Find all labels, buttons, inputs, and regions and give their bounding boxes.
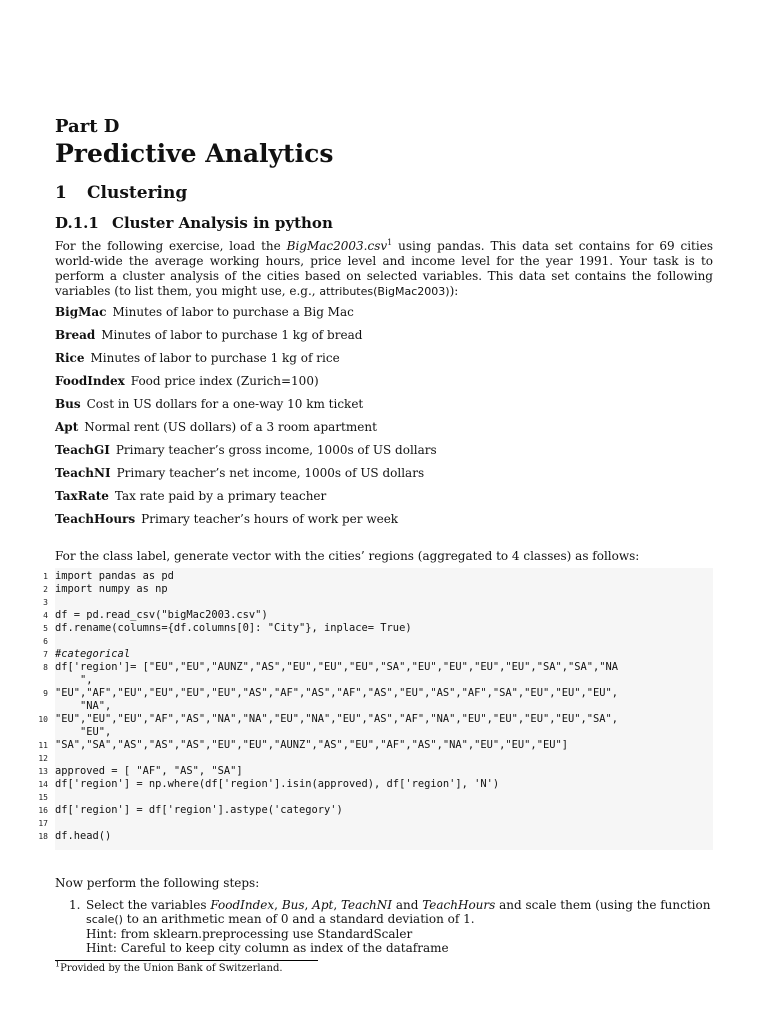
code-line: df['region'] = np.where(df['region'].isin(approved), df['region'], 'N'): [55, 778, 500, 790]
intro-paragraph: For the following exercise, load the BigMac2003.csv$^1$ using pandas. This data set contains for 69 cities world-wide the average working hours, price level and income level for the year 1991. Your task is to perform a cluster analysis of the cities based on selected variables. This data set contains the following variables (to list them, you might use, e.g., attributes(BigMac2003)):: [55, 238, 713, 298]
code-line: df['region']= ["EU","EU","AUNZ","AS","EU","EU","EU","SA","EU","EU","EU","EU","SA","SA","NA: [55, 661, 619, 673]
dataset-filename: BigMac2003.csv: [286, 239, 388, 253]
line-number: 4: [43, 611, 48, 620]
variable-item: Apt Normal rent (US dollars) of a 3 room apartment: [55, 420, 377, 434]
line-number: 5: [43, 624, 48, 633]
variable-item: TeachNI Primary teacher’s net income, 1000s of US dollars: [55, 466, 425, 480]
section-number: 1: [55, 183, 67, 203]
attributes-command: attributes(BigMac2003): [319, 285, 450, 298]
line-number: 10: [38, 715, 48, 724]
line-number: 15: [38, 793, 48, 802]
code-line: df.rename(columns={df.columns[0]: "City"}, inplace= True): [55, 622, 412, 634]
code-line: "NA",: [55, 700, 112, 712]
variable-item: Bread Minutes of labor to purchase 1 kg of bread: [55, 328, 363, 342]
line-number: 1: [43, 572, 48, 581]
footnote-divider: [55, 960, 318, 961]
variable-item: TeachGI Primary teacher’s gross income, 1000s of US dollars: [55, 443, 437, 457]
line-number: 8: [43, 663, 48, 672]
variable-item: Bus Cost in US dollars for a one-way 10 km ticket: [55, 397, 364, 411]
variable-item: TaxRate Tax rate paid by a primary teacher: [55, 489, 327, 503]
line-number: 13: [38, 767, 48, 776]
variable-item: Rice Minutes of labor to purchase 1 kg of rice: [55, 351, 340, 365]
line-number: 7: [43, 650, 48, 659]
code-line: ",: [55, 674, 93, 686]
step-number: 1.: [69, 898, 81, 912]
code-line: df['region'] = df['region'].astype('category'): [55, 804, 343, 816]
footnote-marker: 1: [387, 238, 393, 247]
page-title: Predictive Analytics: [55, 139, 334, 168]
subsection-heading: [55, 214, 333, 232]
variable-item: BigMac Minutes of labor to purchase a Big Mac: [55, 305, 354, 319]
hint-index: Hint: Careful to keep city column as index of the dataframe: [86, 941, 449, 955]
section-title: Clustering: [87, 183, 188, 203]
line-number: 18: [38, 832, 48, 841]
code-line: df = pd.read_csv("bigMac2003.csv"): [55, 609, 268, 621]
part-label: Part D: [55, 116, 120, 137]
line-number: 16: [38, 806, 48, 815]
class-label-paragraph: For the class label, generate vector with the cities’ regions (aggregated to 4 classes) as follows:: [55, 549, 640, 563]
code-line: df.head(): [55, 830, 112, 842]
line-number: 6: [43, 637, 48, 646]
code-line: "EU","EU","EU","AF","AS","NA","NA","EU","NA","EU","AS","AF","NA","EU","EU","EU","EU","SA",: [55, 713, 619, 725]
line-number: 3: [43, 598, 48, 607]
code-comment: #categorical: [55, 648, 131, 660]
line-number: 12: [38, 754, 48, 763]
line-number: 14: [38, 780, 48, 789]
subsection-number: D.1.1: [55, 214, 99, 232]
subsection-title: Cluster Analysis in python: [112, 214, 333, 232]
line-number: 2: [43, 585, 48, 594]
scale-function: scale(): [86, 913, 123, 926]
variable-item: FoodIndex Food price index (Zurich=100): [55, 374, 319, 388]
line-number: 11: [38, 741, 48, 750]
code-line: "EU","AF","EU","EU","EU","EU","AS","AF","AS","AF","AS","EU","AS","AF","SA","EU","EU","EU",: [55, 687, 619, 699]
code-line: approved = [ "AF", "AS", "SA"]: [55, 765, 243, 777]
footnote: [55, 959, 283, 974]
footnote-number: 1: [55, 959, 61, 969]
code-line: "SA","SA","AS","AS","AS","EU","EU","AUNZ","AS","EU","AF","AS","NA","EU","EU","EU"]: [55, 739, 568, 751]
code-line: import numpy as np: [55, 583, 168, 595]
line-number: 9: [43, 689, 48, 698]
section-heading: [55, 183, 187, 203]
hint-standard-scaler: Hint: from sklearn.preprocessing use StandardScaler: [86, 927, 413, 941]
step-text: Select the variables FoodIndex, Bus, Apt, TeachNI and TeachHours and scale them (using the function scale() to an arithmetic mean of 0 and a standard deviation of 1. Hint: from sklearn.preprocessing use StandardScaler Hint: Careful to keep city column as index of the dataframe: [86, 898, 711, 955]
line-number: 17: [38, 819, 48, 828]
code-block: [38, 568, 713, 850]
footnote-text: Provided by the Union Bank of Switzerland.: [60, 963, 283, 974]
code-line: import pandas as pd: [55, 570, 174, 582]
variable-item: TeachHours Primary teacher’s hours of work per week: [55, 512, 399, 526]
code-line: "EU",: [55, 726, 112, 738]
steps-intro: Now perform the following steps:: [55, 876, 260, 890]
